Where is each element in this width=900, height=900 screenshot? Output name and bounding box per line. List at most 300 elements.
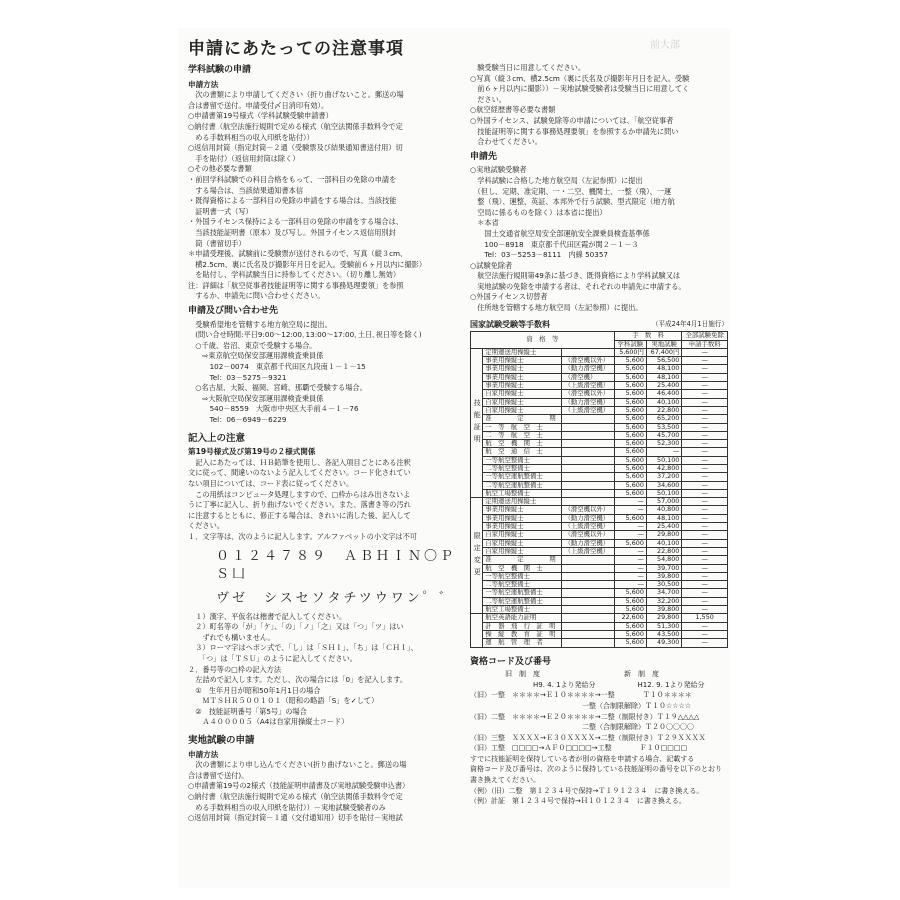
fee-variant: （滑空機以外）: [562, 531, 614, 539]
fee-jitchi: 50,100: [646, 489, 682, 497]
fee-jitchi: 56,500: [646, 357, 682, 365]
fee-jitchi: 39,700: [646, 564, 682, 572]
fee-gakka: 5,600: [614, 489, 646, 497]
gakka-line: ＊申請受理後、試験前に受験票が送付されるので、写真（縦３cm、: [188, 249, 408, 259]
fee-name: 操 縦 教 育 証 明: [483, 630, 562, 638]
codes-line: （例）（旧）二整 第１２３４号で保持→Ｔ１９１２３４ に書き換える。: [470, 786, 704, 795]
fee-exempt: —: [682, 572, 728, 580]
fee-name: 航 空 機 関 士: [483, 440, 562, 448]
fee-gakka: 5,600: [614, 639, 646, 647]
codes-line: （旧）二整 ＊＊＊＊→Ｅ２０＊＊＊＊→二整（制限付き）Ｔ１９△△△△: [470, 712, 700, 721]
fee-exempt: —: [682, 465, 728, 473]
fee-name: 航空英語能力証明: [483, 614, 562, 622]
destination-line: 航空法施行規則第49条に基づき、既得資格により学科試験又は: [470, 271, 681, 281]
corner-text: 前大部: [650, 40, 680, 51]
fee-jitchi: 34,700: [646, 589, 682, 597]
fee-exempt: 1,550: [682, 614, 728, 622]
fee-exempt: —: [682, 481, 728, 489]
gakka-line: ○申請書第19号様式（学科試験受験申請書）: [188, 111, 333, 121]
fee-title: 国家試験受験等手数料: [470, 319, 550, 329]
kinyu-line: ない項目については、コード表に従ってください。: [188, 478, 354, 488]
fee-jitchi: 67,400円: [646, 348, 682, 356]
fee-effective-note: （平成24年4月1日施行）: [651, 319, 728, 328]
gakka-line: を貼付し、学科試験当日に持参してください。（切り離し無効）: [188, 270, 401, 280]
continued-line: 前６ヶ月以内に撮影））－実地試験受験者は受験当日に用意してく: [470, 84, 690, 94]
fee-name: 事業用操縦士: [483, 514, 562, 522]
fee-exempt: —: [682, 489, 728, 497]
gakka-line: 次の書類により申請してください（折り曲げないこと。郵送の場: [188, 90, 404, 100]
codes-line: 資格コード及び番号は、次のように保持している技能証明の番号を以下のとおり: [470, 765, 722, 774]
fee-name: 一等航空整備士: [483, 456, 562, 464]
contact-line: Tel：03－5275－9321: [188, 372, 287, 382]
fee-name: 事業用操縦士: [483, 382, 562, 390]
jitchi-line: める手数料相当の収入印紙を貼付））－実地試験受験者のみ: [188, 802, 386, 812]
gakka-line: ・前回学科試験での科目合格をもって、一部科目の免除の申請を: [188, 174, 397, 184]
kinyu-line: この用紙はコンピュータ処理しますので、□枠からはみ出さないよ: [188, 489, 411, 499]
fee-gakka: 5,600: [614, 539, 646, 547]
fee-gakka: 5,600: [614, 589, 646, 597]
fee-name: 准 定 期: [483, 415, 562, 423]
fee-name: 准 定 期: [483, 556, 562, 564]
fee-name: 事業用操縦士: [483, 506, 562, 514]
kinyu-line: Ａ４００００５（A4は自家用操縦士コード）: [188, 717, 349, 727]
fee-header-fee: 手 数 料: [614, 332, 682, 340]
fee-variant: [562, 481, 614, 489]
gakka-line: 当該技能証明書（原本）及び写し。外国ライセンス返信用別封: [188, 227, 396, 237]
codes-line: 一整（合制限解除）Ｔ１０☆☆☆☆: [470, 701, 692, 710]
fee-gakka: 22,600: [614, 614, 646, 622]
gakka-instructions: [188, 90, 456, 301]
fee-variant: （上級滑空機）: [562, 382, 614, 390]
fee-jitchi: 65,200: [646, 415, 682, 423]
fee-gakka: —: [614, 523, 646, 531]
fee-exempt: —: [682, 539, 728, 547]
kinyu-line: 「つ」は「ＴＳＵ」のように記入してください。: [188, 653, 357, 663]
fee-variant: [562, 572, 614, 580]
fee-jitchi: 25,400: [646, 382, 682, 390]
fee-jitchi: 48,100: [646, 365, 682, 373]
fee-jitchi: 30,500: [646, 581, 682, 589]
fee-jitchi: 54,800: [646, 556, 682, 564]
destination-line: ○外国ライセンス切替者: [470, 292, 548, 302]
fee-exempt: —: [682, 365, 728, 373]
destination-line: ○実地試験受験者: [470, 165, 527, 175]
fee-variant: [562, 423, 614, 431]
fee-variant: [562, 465, 614, 473]
page-title: 申請にあたっての注意事項: [188, 39, 404, 59]
sample-characters-row-1: ０１２４７８９ ＡＢＨＩＮ〇ＰＳ凵: [216, 548, 457, 582]
fee-name: 一等航空運航整備士: [483, 589, 562, 597]
fee-name: 事業用操縦士: [483, 357, 562, 365]
fee-jitchi: 34,600: [646, 481, 682, 489]
fee-exempt: —: [682, 630, 728, 638]
fee-exempt: —: [682, 406, 728, 414]
continued-line: 合わせてください。: [470, 137, 542, 147]
fee-gakka: 5,600: [614, 373, 646, 381]
fee-jitchi: 42,800: [646, 465, 682, 473]
jitchi-instructions: [188, 760, 456, 823]
fee-exempt: —: [682, 622, 728, 630]
fee-row: [471, 473, 728, 481]
fee-gakka: 5,600: [614, 448, 646, 456]
fee-variant: [562, 473, 614, 481]
fee-exempt: —: [682, 581, 728, 589]
destination-line: ＊本省: [470, 218, 499, 228]
fee-exempt: —: [682, 415, 728, 423]
fee-jitchi: 49,300: [646, 639, 682, 647]
fee-variant: [562, 489, 614, 497]
fee-variant: （上級滑空機）: [562, 406, 614, 414]
fee-table: [470, 331, 728, 647]
fee-group-label: [471, 614, 483, 647]
fee-name: 航 空 機 関 士: [483, 564, 562, 572]
fee-jitchi: 39,800: [646, 606, 682, 614]
fee-variant: （動力滑空機）: [562, 365, 614, 373]
fee-name: 自家用操縦士: [483, 390, 562, 398]
destination-line: 学科試験に合格した地方航空局（左記参照）に提出: [470, 175, 643, 185]
fee-variant: （滑空機以外）: [562, 390, 614, 398]
destination-info: [470, 165, 728, 312]
gakka-method-label: 申請方法: [188, 79, 219, 89]
codes-line: （旧）工整 □□□□→ＡＦ０□□□□→工整 Ｆ１０□□□□: [470, 744, 688, 753]
codes-line: すでに技能証明を保持している者が別の資格を申請する場合、記載する: [470, 754, 695, 763]
fee-section: [470, 320, 728, 648]
continued-line: 験受験当日に用意してください。: [470, 63, 586, 72]
fee-jitchi: 51,300: [646, 622, 682, 630]
gakka-heading: 学科試験の申請: [188, 65, 252, 75]
fee-header-qualification: 資 格 等: [471, 332, 615, 349]
codes-line: H9. 4. 1より発給分 H12. 9. 1より発給分: [470, 680, 705, 689]
gakka-line: ・既得資格による一部科目の免除の申請をする場合は、当該技能: [188, 196, 397, 206]
contact-line: (問い合せ時間:平日9:00～12:00､13:00～17:00､土日､祝日等を除く): [188, 330, 422, 340]
kinyu-heading: 記入上の注意: [188, 432, 246, 444]
fee-name: 自家用操縦士: [483, 547, 562, 555]
destination-line: 実地試験の免除を申請する者は、それぞれの申請先に申請する。: [470, 281, 686, 291]
fee-jitchi: 22,800: [646, 547, 682, 555]
continued-line: ○航空経歴書等必要な書類: [470, 105, 556, 115]
fee-gakka: —: [614, 581, 646, 589]
fee-exempt: —: [682, 589, 728, 597]
fee-gakka: 5,600: [614, 398, 646, 406]
gakka-line: ○その他必要な書類: [188, 164, 252, 174]
fee-jitchi: 22,800: [646, 406, 682, 414]
fee-variant: （上級滑空機）: [562, 547, 614, 555]
fee-variant: （滑空機以外）: [562, 506, 614, 514]
fee-gakka: —: [614, 556, 646, 564]
fee-row: [471, 365, 728, 373]
gakka-line: める手数料相当の収入印紙を貼付））: [188, 132, 314, 142]
fee-row: [471, 415, 728, 423]
fee-jitchi: 52,300: [646, 440, 682, 448]
continued-line: ○写真（縦３cm、横2.5cm（裏に氏名及び撮影年月日を記入。受験: [470, 73, 690, 83]
contact-line: ○千歳、岩沼、東京で受験する場合。: [188, 340, 317, 350]
fee-row: [471, 448, 728, 456]
fee-jitchi: 37,200: [646, 473, 682, 481]
kinyu-line: ずれでも構いません。: [188, 632, 275, 642]
fee-name: 事業用操縦士: [483, 523, 562, 531]
destination-line: 住所地を管轄する地方航空局（左記参照）に提出。: [470, 303, 643, 313]
codes-line: 旧 制 度 新 制 度: [470, 670, 659, 679]
fee-exempt: —: [682, 373, 728, 381]
contact-line: ⇨東京航空局保安部運用課検査乗員係: [188, 351, 324, 361]
fee-gakka: 5,600: [614, 365, 646, 373]
codes-info: [470, 670, 728, 807]
fee-exempt: —: [682, 390, 728, 398]
fee-name: 二等航空整備士: [483, 465, 562, 473]
gakka-line: 注：詳細は「航空従事者技能証明等に関する事務処理要領」を参照: [188, 280, 404, 290]
fee-exempt: —: [682, 606, 728, 614]
fee-name: 事業用操縦士: [483, 365, 562, 373]
destination-line: 空局に係るものを除く）は本省に提出）: [470, 207, 607, 217]
contact-line: ⇨大阪航空局保安部運用課検査乗員係: [188, 393, 324, 403]
fee-row: [471, 614, 728, 622]
fee-exempt: —: [682, 431, 728, 439]
jitchi-line: ○申請書第19号の2様式（技能証明申請書及び実地試験受験申込書）: [188, 781, 410, 791]
fee-name: 一 等 航 空 士: [483, 423, 562, 431]
fee-gakka: —: [614, 498, 646, 506]
destination-line: 100－8918 東京都千代田区霞が関２－１－３: [470, 239, 639, 249]
fee-jitchi: 48,100: [646, 514, 682, 522]
fee-gakka: 5,600: [614, 622, 646, 630]
contact-heading: 申請及び問い合わせ先: [188, 306, 279, 317]
fee-name: 二等航空運航整備士: [483, 597, 562, 605]
fee-variant: [562, 597, 614, 605]
fee-row: [471, 531, 728, 539]
left-column: [188, 60, 456, 824]
gakka-line: 証明書一式（写）: [188, 206, 253, 216]
fee-name: 二等航空運航整備士: [483, 481, 562, 489]
fee-header-gakka: 学科試験: [614, 340, 646, 348]
gakka-line: ・外国ライセンス保持による一部科目の免除の申請をする場合は、: [188, 217, 403, 227]
destination-line: 整（飛）、運整、英証、本邦外で行う試験、型式限定（地方航: [470, 197, 675, 207]
fee-jitchi: 32,200: [646, 597, 682, 605]
fee-name: 自家用操縦士: [483, 539, 562, 547]
fee-row: [471, 589, 728, 597]
fee-gakka: 5,600: [614, 390, 646, 398]
fee-jitchi: 48,100: [646, 373, 682, 381]
fee-exempt: —: [682, 564, 728, 572]
fee-variant: （上級滑空機）: [562, 523, 614, 531]
fee-variant: （滑空機以外）: [562, 357, 614, 365]
kinyu-line: ２）町名等の「が」「ケ」、「の」「ノ」「之」又は「つ」「ツ」はい: [188, 622, 404, 632]
fee-name: 計 器 飛 行 証 明: [483, 622, 562, 630]
fee-gakka: 5,600: [614, 456, 646, 464]
fee-jitchi: —: [646, 448, 682, 456]
kinyu-line: うに丁寧に記入し、折り曲げないでください。また、落書き等の汚れ: [188, 500, 411, 510]
fee-exempt: —: [682, 440, 728, 448]
fee-gakka: 5,600円: [614, 348, 646, 356]
fee-exempt: —: [682, 506, 728, 514]
fee-exempt: —: [682, 423, 728, 431]
fee-jitchi: 40,100: [646, 539, 682, 547]
destination-heading: 申請先: [470, 151, 498, 162]
fee-jitchi: 53,500: [646, 423, 682, 431]
jitchi-line: ○納付書（航空法施行規則で定める様式（航空法関係手数料令で定: [188, 792, 403, 802]
codes-line: 書き換えてください。: [470, 776, 540, 785]
fee-exempt: —: [682, 456, 728, 464]
fee-jitchi: 40,800: [646, 506, 682, 514]
right-column: [470, 63, 728, 808]
fee-variant: [562, 639, 614, 647]
fee-exempt: —: [682, 556, 728, 564]
fee-jitchi: 29,800: [646, 614, 682, 622]
fee-variant: （動力滑空機）: [562, 539, 614, 547]
continued-line: ださい。: [470, 94, 506, 104]
fee-name: 定期運送用操縦士: [483, 498, 562, 506]
fee-variant: [562, 415, 614, 423]
fee-gakka: 5,600: [614, 357, 646, 365]
contact-line: 540－8559 大阪市中央区大手前４－１－76: [188, 404, 359, 414]
codes-heading: 資格コード及び番号: [470, 656, 552, 667]
fee-jitchi: 43,500: [646, 630, 682, 638]
jitchi-method-label: 申請方法: [188, 749, 219, 759]
fee-gakka: 5,600: [614, 597, 646, 605]
gakka-line: 筒（書留切手）: [188, 238, 246, 248]
contact-line: 受験希望地を管轄する地方航空局に提出。: [188, 319, 332, 329]
fee-exempt: —: [682, 514, 728, 522]
fee-exempt: —: [682, 382, 728, 390]
kinyu-line: 文に従って、間違いのないよう記入してください。コード化されてい: [188, 468, 411, 478]
fee-variant: [562, 606, 614, 614]
jitchi-line: 次の書類により申し込んでください(折り曲げないこと。郵送の場: [188, 760, 407, 770]
kinyu-line: １）漢字、平仮名は楷書で記入してください。: [188, 611, 347, 621]
fee-gakka: 5,600: [614, 465, 646, 473]
fee-row: [471, 390, 728, 398]
fee-row: [471, 556, 728, 564]
fee-gakka: 5,600: [614, 606, 646, 614]
fee-jitchi: 57,000: [646, 498, 682, 506]
fee-name: 自家用操縦士: [483, 531, 562, 539]
fee-name: 事業用操縦士: [483, 373, 562, 381]
fee-jitchi: 40,100: [646, 398, 682, 406]
fee-variant: [562, 448, 614, 456]
fee-jitchi: 29,800: [646, 531, 682, 539]
fee-variant: [562, 556, 614, 564]
kinyu-line: ② 技能証明番号「第5号」の場合: [188, 706, 307, 716]
kinyu-line: ３）ローマ字はヘボン式で、「し」は「ＳＨＩ」、「ち」は「ＣＨＩ」、: [188, 643, 418, 653]
fee-gakka: 5,600: [614, 406, 646, 414]
codes-line: （例）計証 第１２３４号で保持→Ｈ１０１２３４ に書き換える。: [470, 797, 686, 806]
fee-gakka: 5,600: [614, 481, 646, 489]
fee-gakka: 5,600: [614, 423, 646, 431]
fee-exempt: —: [682, 547, 728, 555]
continued-line: 技能証明等に関する事務処理要領」を参照するか申請先に問い: [470, 126, 679, 136]
fee-variant: [562, 630, 614, 638]
fee-exempt: —: [682, 348, 728, 356]
gakka-line: 手を貼付）（返信用封筒は除く）: [188, 153, 300, 163]
fee-exempt: —: [682, 357, 728, 365]
fee-header-exempt-top: 全部試験免除: [682, 332, 728, 340]
kinyu-line: ＭＴＳＨＲ５００１０１（昭和の略語「S」を✓して）: [188, 696, 379, 706]
fee-variant: [562, 589, 614, 597]
fee-exempt: —: [682, 473, 728, 481]
fee-gakka: 5,600: [614, 630, 646, 638]
contact-line: 102－0074 東京都千代田区九段南１－１－15: [188, 362, 366, 372]
fee-variant: [562, 614, 614, 622]
fee-gakka: —: [614, 547, 646, 555]
destination-line: 国土交通省航空局安全部運航安全課乗員検査基準係: [470, 228, 650, 238]
fee-row: [471, 639, 728, 647]
fee-variant: [562, 431, 614, 439]
fee-header-jitchi: 実地試験: [646, 340, 682, 348]
fee-exempt: —: [682, 498, 728, 506]
fee-gakka: 5,600: [614, 415, 646, 423]
fee-jitchi: 39,800: [646, 572, 682, 580]
gakka-line: 合は書留で送付。申請受付〆日消印有効）。: [188, 100, 329, 110]
fee-variant: （動力滑空機）: [562, 398, 614, 406]
codes-line: （旧）三整 ＸＸＸＸ→Ｅ３０ＸＸＸＸ→二整（制限付き）Ｔ２９ＸＸＸＸ: [470, 733, 706, 742]
kinyu-line: に注意するとともに、修正する場合は、きれいに消した後、記入して: [188, 510, 411, 520]
fee-variant: [562, 564, 614, 572]
fee-name: 航 空 通 信 士: [483, 448, 562, 456]
fee-variant: （動力滑空機）: [562, 514, 614, 522]
gakka-line: ○納付書（航空法施行規則で定める様式（航空法関係手数料令で定: [188, 121, 403, 131]
gakka-line: ○返信用封筒（指定封筒－２通（受験票及び結果通知書送付用）切: [188, 143, 403, 153]
fee-variant: [562, 440, 614, 448]
contact-line: ○名古屋、大阪、福岡、宮崎、那覇で受験する場合。: [188, 383, 367, 393]
codes-line: 二整（合制限解除）Ｔ２０〇〇〇〇: [470, 723, 694, 732]
fee-gakka: —: [614, 572, 646, 580]
fee-gakka: —: [614, 531, 646, 539]
fee-name: 二等航空整備士: [483, 581, 562, 589]
codes-line: （旧）一整 ＊＊＊＊→Ｅ１０＊＊＊＊→一整 Ｔ１０＊＊＊＊: [470, 691, 692, 700]
destination-line: Tel：03－5253－8111 内線 50357: [470, 250, 608, 260]
fee-name: 航空工場整備士: [483, 606, 562, 614]
fee-name: 自家用操縦士: [483, 398, 562, 406]
destination-line: ○試験免除者: [470, 260, 513, 270]
jitchi-line: 合は書留で送付)。: [188, 770, 249, 780]
fee-jitchi: 25,400: [646, 523, 682, 531]
fee-variant: （滑空機）: [562, 373, 614, 381]
kinyu-line: 左詰めで記入します。ただし、次の場合には「0」を記入します。: [188, 675, 408, 685]
contact-info: [188, 320, 456, 425]
fee-name: 一等航空整備士: [483, 572, 562, 580]
fee-name: 二 等 航 空 士: [483, 431, 562, 439]
fee-gakka: —: [614, 506, 646, 514]
fee-jitchi: 46,400: [646, 390, 682, 398]
fee-jitchi: 50,100: [646, 456, 682, 464]
fee-group-label: 限定変更: [471, 498, 483, 614]
fee-gakka: 5,600: [614, 440, 646, 448]
kinyu-line: 記入にあたっては、ＨＢ鉛筆を使用し、各記入項目ごとにある注釈: [188, 457, 411, 467]
fee-variant: [562, 581, 614, 589]
fee-exempt: —: [682, 523, 728, 531]
fee-name: 定期運送用操縦士: [483, 348, 562, 356]
gakka-line: するか、申請先に問い合わせください。: [188, 291, 325, 301]
continued-line: ○外国ライセンス、試験免除等の申請については、「航空従事者: [470, 115, 674, 125]
fee-exempt: —: [682, 398, 728, 406]
fee-group-label: 技能証明: [471, 348, 483, 497]
fee-exempt: —: [682, 531, 728, 539]
gakka-line: する場合は、当該結果通知書本信: [188, 185, 304, 195]
contact-line: Tel：06－6949－6229: [188, 415, 287, 424]
fee-exempt: —: [682, 597, 728, 605]
jitchi-heading: 実地試験の申請: [188, 735, 255, 747]
kinyu-line: １．文字等は、次のように記入します。アルファベットの小文字は不可: [188, 531, 417, 541]
fee-name: 自家用操縦士: [483, 406, 562, 414]
fee-header-exempt-bottom: 申請手数料: [682, 340, 728, 348]
fee-variant: [562, 622, 614, 630]
destination-line: （但し、定期、准定期、一・二空、機関士、一整（飛）、一運: [470, 186, 672, 196]
kinyu-instructions: [188, 458, 456, 542]
kinyu-line: ２．番号等の□枠の記入方法: [188, 664, 282, 674]
gakka-line: 横2.5cm、裏に氏名及び撮影年月日を記入。受験前６ヶ月以内に撮影）: [188, 259, 427, 269]
fee-gakka: —: [614, 564, 646, 572]
kinyu-line: ください。: [188, 521, 224, 531]
kinyu-instructions-2: [188, 612, 456, 728]
fee-gakka: 5,600: [614, 382, 646, 390]
jitchi-line: ○返信用封筒（指定封筒－１通（交付通知用）切手を貼付－実地試: [188, 813, 403, 823]
